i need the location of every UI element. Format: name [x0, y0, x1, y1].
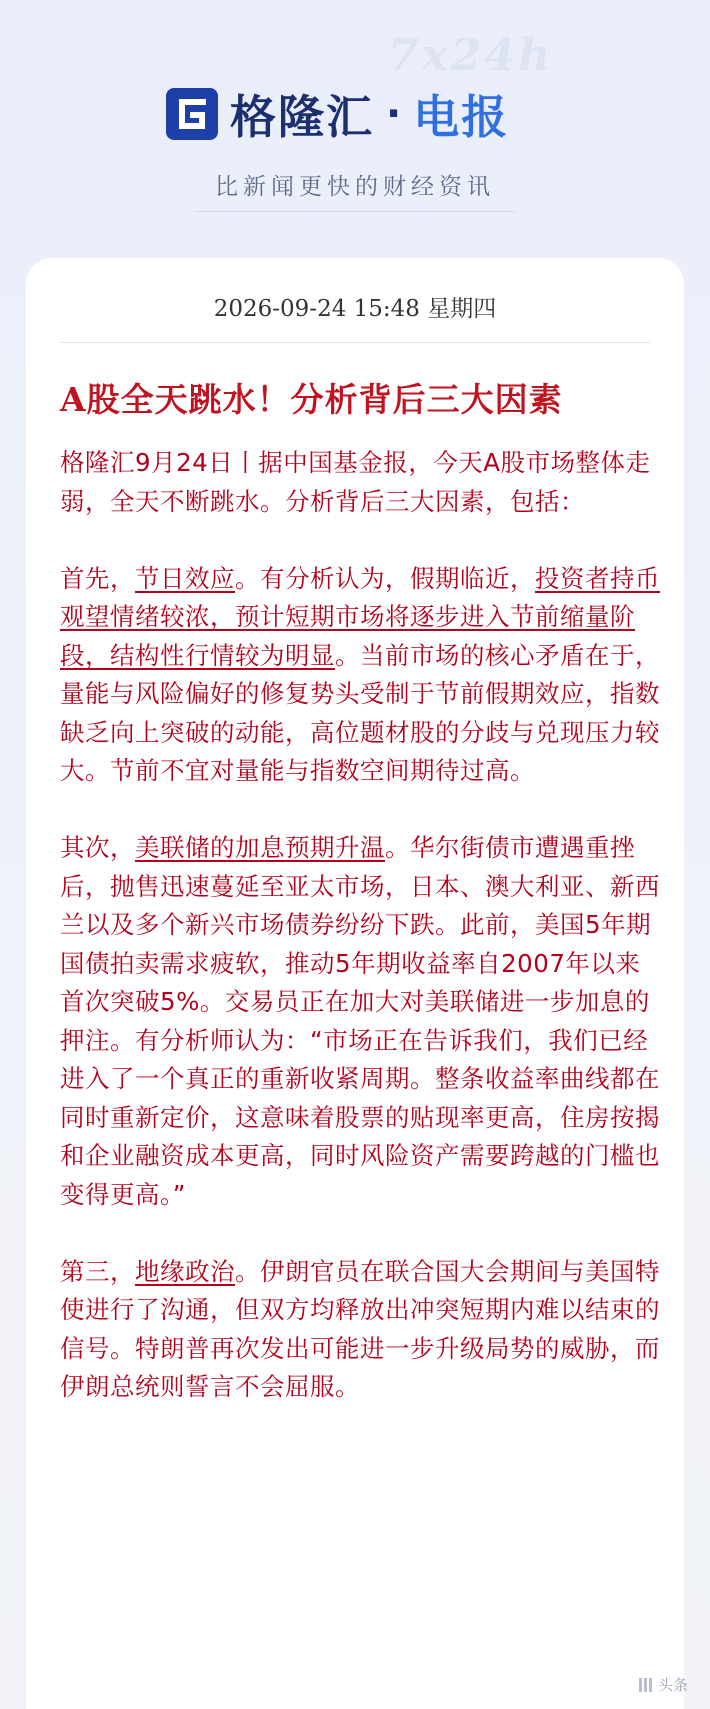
article-headline: A股全天跳水！分析背后三大因素: [60, 380, 563, 419]
tagline-wrap: [0, 168, 710, 212]
brand-product: 电报: [413, 90, 510, 144]
paragraph-3-topic: 地缘政治: [135, 1256, 235, 1286]
brand-header: [166, 84, 509, 144]
brand-name: 格隆汇: [230, 90, 374, 144]
paragraph-3-lead: 第三，: [60, 1256, 135, 1286]
paragraph-1-topic: 节日效应: [135, 563, 235, 593]
paragraph-3-rest: 。伊朗官员在联合国大会期间与美国特使进行了沟通，但双方均释放出冲突短期内难以结束的信号。特朗普再次发出可能进一步升级局势的威胁，而伊朗总统则誓言不会屈服。: [60, 1256, 660, 1401]
source-label: 头条: [657, 1676, 688, 1694]
paragraph-1-rest: 。当前市场的核心矛盾在于，量能与风险偏好的修复势头受制于节前假期效应，指数缺乏向上突破的动能，高位题材股的分歧与兑现压力较大。节前不宜对量能与指数空间期待过高。: [60, 640, 660, 785]
paragraph-2-topic: 美联储的加息预期升温: [135, 833, 385, 862]
divider: [60, 342, 650, 343]
bars-icon: [639, 1678, 652, 1692]
paragraph-1: [60, 560, 660, 791]
intro-paragraph: 格隆汇9月24日丨据中国基金报，今天A股市场整体走弱，全天不断跳水。分析背后三大因素，包括：: [60, 448, 651, 516]
paragraph-2-rest: 。华尔街债市遭遇重挫后，抛售迅速蔓延至亚太市场，日本、澳大利亚、新西兰以及多个新兴市场债券纷纷下跌。此前，美国5年期国债拍卖需求疲软，推动5年期收益率自2007年以来首次突破5%。交易员正在加大对美联储进一步加息的押注。有分析师认为：“市场正在告诉我们，我们已经进入了一个真正的重新收紧周期。整条收益率曲线都在同时重新定价，这意味着股票的贴现率更高，住房按揭和企业融资成本更高，同时风险资产需要跨越的门槛也变得更高。”: [60, 833, 660, 1209]
paragraph-1-underline: 投资者持币观望情绪较浓，预计短期市场将逐步进入节前缩量阶段，结构性行情较为明显: [60, 563, 660, 670]
article-body: [60, 444, 660, 1407]
brand-logo-icon: [166, 88, 218, 140]
source-watermark: [639, 1674, 688, 1695]
paragraph-2: [60, 829, 660, 1214]
paragraph-3: [60, 1253, 660, 1407]
paragraph-1-mid: 。有分析认为，假期临近，: [235, 563, 535, 593]
watermark-text: 7x24h: [388, 30, 554, 81]
tagline: 比新闻更快的财经资讯: [195, 168, 515, 212]
article-datetime: 2026-09-24 15:48 星期四: [213, 296, 497, 322]
paragraph-2-lead: 其次，: [60, 833, 135, 862]
paragraph-1-lead: 首先，: [60, 563, 135, 593]
brand-separator: ·: [386, 91, 402, 137]
article-card: [26, 258, 684, 1709]
